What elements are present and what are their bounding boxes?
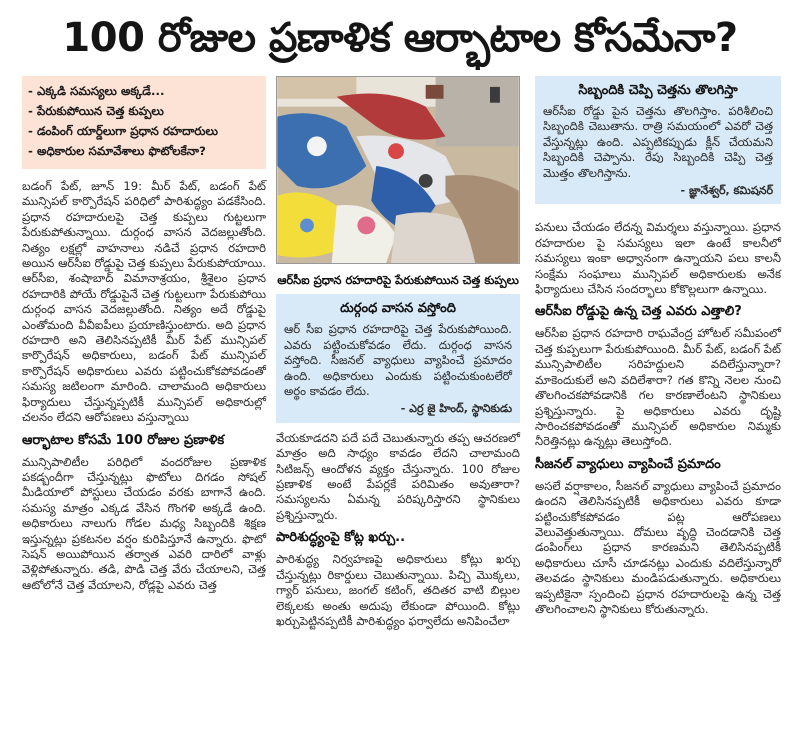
article-paragraph: పనులు చేయడం లేదన్న విమర్శలు వస్తున్నాయి. ప్రధాన రహదారుల పై సమస్యలు ఇలా ఉంటే కాలనీలో సమస్యలు ఇంకా అధ్వానంగా ఉన్నాయని పలు కాలనీ సంక్షేమ సంఘాలు మున్సిపల్ అధికారులకు అనేక ఫిర్యాదులు చేసిన సందర్భాలు కోకొల్లలుగా ఉన్నాయి. xyxy=(535,220,781,297)
article-paragraph: వేయకూడదని పదే పదే చెబుతున్నారు తప్ప ఆచరణలో మాత్రం అది సాధ్యం కావడం లేదని చాలామంది సిటిజన్స్ ఆందోళన వ్యక్తం చేస్తున్నారు. 100 రోజుల ప్రణాళిక అంటే పేపర్లకే పరిమితం అవుతారా? సమస్యలను ఏమన్న పరిష్కరిస్తారని స్థానికులు ప్రశ్నిస్తున్నారు. xyxy=(276,430,520,522)
highlight-item: - ఎక్కడి సమస్యలు అక్కడే... xyxy=(28,84,165,98)
quote-box-commissioner xyxy=(535,76,781,204)
article-paragraph: ఆర్‌సీఐ ప్రధాన రహదారి రాఘవేంద్ర హోటల్ సమీపంలో చెత్త కుప్పలుగా పేరుకుపోయింది. మీర్ పేట్, బడంగ్ పేట్ మున్సిపాలిటీల సరిహద్దులని వదిలేస్తున్నారా? మాకెందుకులే అని వదిలేశారా? గత కొన్ని నెలల నుంచి తొలగించకపోవడానికి గల కారణాలేంటని స్థానికులు ప్రశ్నిస్తున్నారు. పై అధికారులు ఎవరు దృష్టి సారించకపోవడంతో మున్సిపల్ అధికారుల నిమ్మకు నీరెత్తినట్లు ఉన్నట్లు తెలుస్తోంది. xyxy=(535,326,781,449)
article-paragraph: పారిశుద్ధ్య నిర్వహణపై అధికారులు కోట్లు ఖర్చు చేస్తున్నట్లు రికార్డులు చెబుతున్నాయి. పిచ్చి మొక్కలు, గ్యార్ పనులు, జంగల్ కటింగ్, తదితర వాటి బిల్లుల లెక్కలకు అంతు అదుపు లేకుండా పోయింది. కోట్లు ఖర్చుపెట్టినప్పటికీ పారిశుద్ధ్యం ఫర్వాలేదు అనిపించేలా xyxy=(276,552,520,628)
article-intro: బడంగ్ పేట్, జూన్ 19: మీర్ పేట్, బడంగ్ పేట్ మున్సిపల్ కార్పొరేషన్ పరిధిలో పారిశుద్ధ్యం పడకేసింది. ప్రధాన రహదారులపై చెత్త కుప్పలు గుట్టలుగా పేరుకుపోతున్నాయి. దుర్గంధ వాసన వెదజల్లుతోంది. నిత్యం లక్షల్లో వాహనాలు నడిచే ప్రధాన రహదారి అయిన ఆర్‌సీఐ రోడ్డుపై చెత్త కుప్పలు పేరుకుపోయాయి. ఆర్‌సీఐ, శంషాబాద్ విమానాశ్రయం, శ్రీశైలం ప్రధాన రహదారికి పోయే రోడ్డుపైనే చెత్త గుట్టలుగా పేరుకుపోయి దుర్గంధ వాసన వెదజల్లుతోంది. నిత్యం అదే రోడ్డుపై ఎంతోమంది వీవీఐపీలు ప్రయాణిస్తుంటారు. అది ప్రధాన రహదారి అని తెలిసినప్పటికీ మీర్ పేట్ మున్సిపల్ కార్పొరేషన్ అధికారులు, బడంగ్ పేట్ మున్సిపల్ కార్పొరేషన్ అధికారులు ఎవరు పట్టించుకోకపోవడంతో సమస్య జటిలంగా మారింది. చాలామంది అధికారులు ఫిర్యాదులు చేస్తున్నప్పటికీ మున్సిపల్ అధికారుల్లో చలనం లేదని ఆరోపణలు వస్తున్నాయి xyxy=(22,179,266,425)
headline: 100 రోజుల ప్రణాళిక ఆర్భాటాల కోసమేనా? xyxy=(62,15,738,61)
highlight-item: - అధికారుల సమావేశాలు ఫొటోలకేనా? xyxy=(28,144,206,158)
quote-box-title: సిబ్బందికి చెప్పి చెత్తను తొలగిస్తా xyxy=(578,83,738,98)
column-right xyxy=(535,76,781,617)
subheading-rci-road: ఆర్‌సీఐ రోడ్డుపై ఉన్న చెత్త ఎవరు ఎత్తాలి? xyxy=(535,304,742,320)
quote-box-title: దుర్గంధ వాసన వస్తోంది xyxy=(340,301,456,317)
article-paragraph: అసలే వర్షాకాలం, సీజనల్ వ్యాధులు వ్యాపించే ప్రమాదం ఉందని తెలిసినప్పటికీ అధికారులు ఎవరు కూడా పట్టించుకోకపోవడం పట్ల ఆరోపణలు వెలువెత్తుతున్నాయి. దోమలు వృద్ధి చెందడానికి చెత్త డంపింగ్‌లు ప్రధాన కారణమని తెలిసినప్పటికీ అధికారులు చూసీ చూడనట్లు ఎందుకు వదిలేస్తున్నారో తెలవడం స్థానికులు మండిపడుతున్నారు. అధికారులు ఇప్పటికైనా స్పందించి ప్రధాన రహదారులపై ఉన్న చెత్త తొలగించాలని స్థానికులు కోరుతున్నారు. xyxy=(535,478,781,616)
article-paragraph: మున్సిపాలిటీల పరిధిలో వందరోజుల ప్రణాళిక పకడ్బందీగా చేస్తున్నట్లు ఫొటోలు దిగడం సోషల్ మీడియాలో పోస్టులు చేయడం వరకు బాగానే ఉంది. సమస్య మాత్రం ఎక్కడ వేసిన గొంగళి అక్కడే ఉంది. అధికారులు నాలుగు గోడల మధ్య సిబ్బందికి శిక్షణ ఇస్తున్నట్లు ప్రకటనల వర్షం కురిపిస్తూనే ఉన్నారు. ఫొటో సెషన్ అయిపోయిన తర్వాత ఎవరి దారిలో వాళ్లు వెళ్లిపోతున్నారు. తడి, పొడి చెత్త వేరు చేయాలని, చెత్త ఆటోలోనే చెత్త వేయాలని, రోడ్లపై ఎవరు చెత్త xyxy=(22,454,266,592)
highlights-box xyxy=(22,76,266,169)
quote-box-body: ఆర్ సీఐ ప్రధాన రహదారిపై చెత్త పేరుకుపోయింది. ఎవరు పట్టించుకోవడం లేదు. దుర్గంధ వాసన వస్తోంది. సీజనల్ వ్యాధులు వ్యాపించే ప్రమాదం ఉంది. అధికారులు ఎందుకు పట్టించుకుంటలేరో అర్థం కావడం లేదు. xyxy=(284,322,512,399)
subheading-seasonal-diseases: సీజనల్ వ్యాధులు వ్యాపించే ప్రమాదం xyxy=(535,456,721,472)
subheading-sanitation-cost: పారిశుద్ధ్యంపై కోట్ల ఖర్చు.. xyxy=(276,530,406,546)
subheading-100-day-plan: ఆర్భాటాల కోసమే 100 రోజుల ప్రణాళిక xyxy=(22,432,225,448)
quote-box-signature: - ఎర్ర జై హింద్, స్థానికుడు xyxy=(400,402,512,416)
highlight-item: - పేరుకుపోయిన చెత్త కుప్పలు xyxy=(28,104,164,118)
column-left xyxy=(22,76,266,593)
quote-box-resident xyxy=(276,294,520,422)
highlight-item: - డంపింగ్ యార్డ్‌లుగా ప్రధాన రహదారులు xyxy=(28,124,218,138)
garbage-pile-photo xyxy=(276,76,520,264)
quote-box-signature: - జ్ఞానేశ్వర్, కమిషనర్ xyxy=(680,184,773,198)
column-middle xyxy=(276,76,520,629)
quote-box-body: ఆర్‌సీఐ రోడ్డు పైన చెత్తను తొలగిస్తాం. పరిశీలించి సిబ్బందికి చెబుతాను. రాత్రి సమయంలో ఎవరో చెత్త వేస్తున్నట్లు ఉంది. ఎప్పటికప్పుడు క్లీన్ చేయమని సిబ్బందికి చెప్పాను. రేపు సిబ్బందికి చెప్పి చెత్త మొత్తం తొలగిస్తాను. xyxy=(543,104,773,180)
photo-caption: ఆర్‌సీఐ ప్రధాన రహదారిపై పేరుకుపోయిన చెత్త కుప్పలు xyxy=(277,273,519,288)
